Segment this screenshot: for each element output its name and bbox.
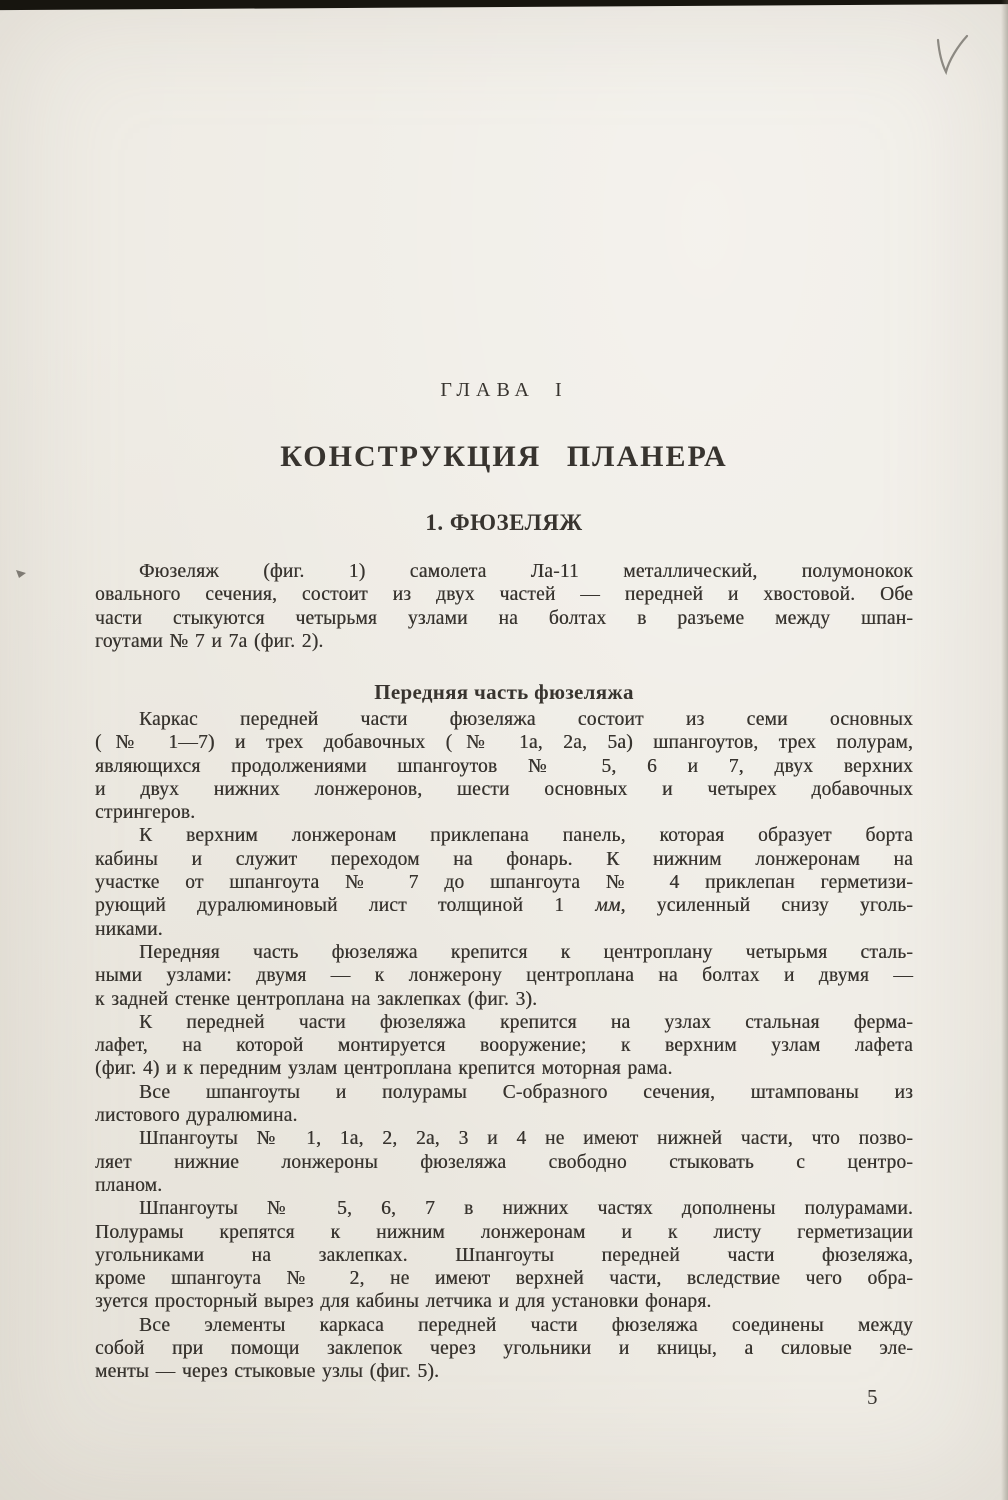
- paragraph: [95, 824, 913, 940]
- text-line: [95, 1174, 913, 1197]
- text-segment: листового дуралюмина.: [95, 1105, 298, 1127]
- text-line: [95, 1221, 913, 1244]
- text-segment: лафет, на которой монтируется вооружение; к верхним узлам лафета: [95, 1035, 913, 1057]
- text-line: [95, 871, 913, 894]
- page-number: 5: [867, 1385, 878, 1409]
- text-segment: К верхним лонжеронам приклепана панель, которая образует борта: [139, 825, 913, 847]
- text-segment: Полурамы крепятся к нижним лонжеронам и к листу герметизации: [95, 1221, 913, 1243]
- text-line: [95, 894, 913, 917]
- text-line: [95, 1034, 913, 1057]
- text-segment: Шпангоуты № 5, 6, 7 в нижних частях дополнены полурамами.: [139, 1198, 913, 1220]
- text-segment: Каркас передней части фюзеляжа состоит из семи основных: [139, 709, 913, 730]
- text-segment: Шпангоуты № 1, 1а, 2, 2а, 3 и 4 не имеют нижней части, что позво-: [139, 1128, 913, 1150]
- text-segment: никами.: [95, 918, 163, 940]
- text-line: [95, 918, 913, 941]
- paragraph: [95, 1011, 913, 1081]
- paragraph: [95, 1314, 913, 1384]
- text-segment: участке от шпангоута № 7 до шпангоута № 4 приклепан герметизи-: [95, 872, 913, 894]
- text-line: [95, 1267, 913, 1290]
- text-line: [95, 1127, 913, 1150]
- text-segment: Передняя часть фюзеляжа крепится к центроплану четырьмя сталь-: [139, 941, 913, 963]
- text-segment: К передней части фюзеляжа крепится на узлах стальная ферма-: [139, 1011, 913, 1033]
- paragraph: [95, 941, 913, 1011]
- text-segment: планом.: [95, 1174, 163, 1196]
- chapter-heading: ГЛАВА I: [440, 379, 568, 401]
- text-line: [95, 1314, 913, 1337]
- text-segment: Фюзеляж (фиг. 1) самолета Ла-11 металлический, полумонокок: [139, 561, 913, 582]
- text-segment: Все шпангоуты и полурамы С-образного сечения, штампованы из: [139, 1081, 913, 1103]
- text-segment: кабины и служит переходом на фонарь. К нижним лонжеронам на: [95, 848, 913, 870]
- italic-text: мм: [595, 895, 621, 917]
- text-line: [95, 583, 913, 606]
- text-segment: (№ 1—7) и трех добавочных (№ 1а, 2а, 5а) шпангоутов, трех полурам,: [95, 732, 913, 754]
- pencil-checkmark-icon: [920, 28, 1000, 88]
- text-segment: зуется просторный вырез для кабины летчика и для установки фонаря.: [95, 1291, 712, 1313]
- text-segment: к задней стенке центроплана на заклепках (фиг. 3).: [95, 988, 538, 1010]
- text-line: [95, 824, 913, 847]
- text-line: [95, 1011, 913, 1034]
- text-line: [95, 801, 913, 824]
- text-segment: стрингеров.: [95, 802, 196, 824]
- paragraph: [95, 560, 913, 653]
- section-heading: 1. ФЮЗЕЛЯЖ: [425, 510, 583, 535]
- text-line: [95, 708, 913, 731]
- text-line: [95, 1057, 913, 1080]
- text-line: [95, 1197, 913, 1220]
- text-segment: , усиленный снизу уголь-: [620, 895, 913, 917]
- text-segment: ными узлами: двумя — к лонжерону центроплана на болтах и двумя —: [95, 965, 913, 987]
- text-segment: гоутами № 7 и 7а (фиг. 2).: [95, 630, 324, 652]
- text-segment: собой при помощи заклепок через угольники и кницы, а силовые эле-: [95, 1338, 913, 1360]
- intro-paragraphs: [95, 560, 913, 653]
- text-line: [95, 755, 913, 778]
- text-line: [95, 778, 913, 801]
- text-line: [95, 630, 913, 653]
- text-line: [95, 560, 913, 583]
- text-line: [95, 1360, 913, 1383]
- text-segment: (фиг. 4) и к передним узлам центроплана крепится моторная рама.: [95, 1058, 673, 1080]
- text-line: [95, 964, 913, 987]
- text-segment: угольниками на заклепках. Шпангоуты передней части фюзеляжа,: [95, 1244, 913, 1266]
- paragraph: [95, 708, 913, 824]
- subsection-heading: Передняя часть фюзеляжа: [374, 680, 634, 704]
- text-segment: и двух нижних лонжеронов, шести основных и четырех добавочных: [95, 778, 913, 800]
- text-line: [95, 848, 913, 871]
- text-segment: части стыкуются четырьмя узлами на болтах в разъеме между шпан-: [95, 607, 913, 629]
- text-line: [95, 1104, 913, 1127]
- text-line: [95, 941, 913, 964]
- text-segment: кроме шпангоута № 2, не имеют верхней части, вследствие чего обра-: [95, 1268, 913, 1290]
- text-segment: ляет нижние лонжероны фюзеляжа свободно стыковать с центро-: [95, 1151, 913, 1173]
- text-line: [95, 731, 913, 754]
- text-segment: рующий дуралюминовый лист толщиной 1: [95, 895, 596, 917]
- paragraph: [95, 1197, 913, 1313]
- text-line: [95, 1337, 913, 1360]
- scanner-edge-artifact: [0, 0, 1008, 12]
- pencil-speck-mark: [13, 565, 31, 581]
- text-line: [95, 1244, 913, 1267]
- document-title: КОНСТРУКЦИЯ ПЛАНЕРА: [280, 440, 728, 473]
- text-segment: менты — через стыковые узлы (фиг. 5).: [95, 1361, 440, 1383]
- text-segment: являющихся продолжениями шпангоутов № 5, 6 и 7, двух верхних: [95, 755, 913, 777]
- main-paragraphs: [95, 708, 913, 1384]
- text-line: [95, 988, 913, 1011]
- text-line: [95, 1290, 913, 1313]
- paragraph: [95, 1081, 913, 1128]
- text-segment: овального сечения, состоит из двух частей — передней и хвостовой. Обе: [95, 584, 913, 606]
- text-segment: Все элементы каркаса передней части фюзеляжа соединены между: [139, 1314, 913, 1336]
- text-line: [95, 1151, 913, 1174]
- text-line: [95, 607, 913, 630]
- text-line: [95, 1081, 913, 1104]
- paragraph: [95, 1127, 913, 1197]
